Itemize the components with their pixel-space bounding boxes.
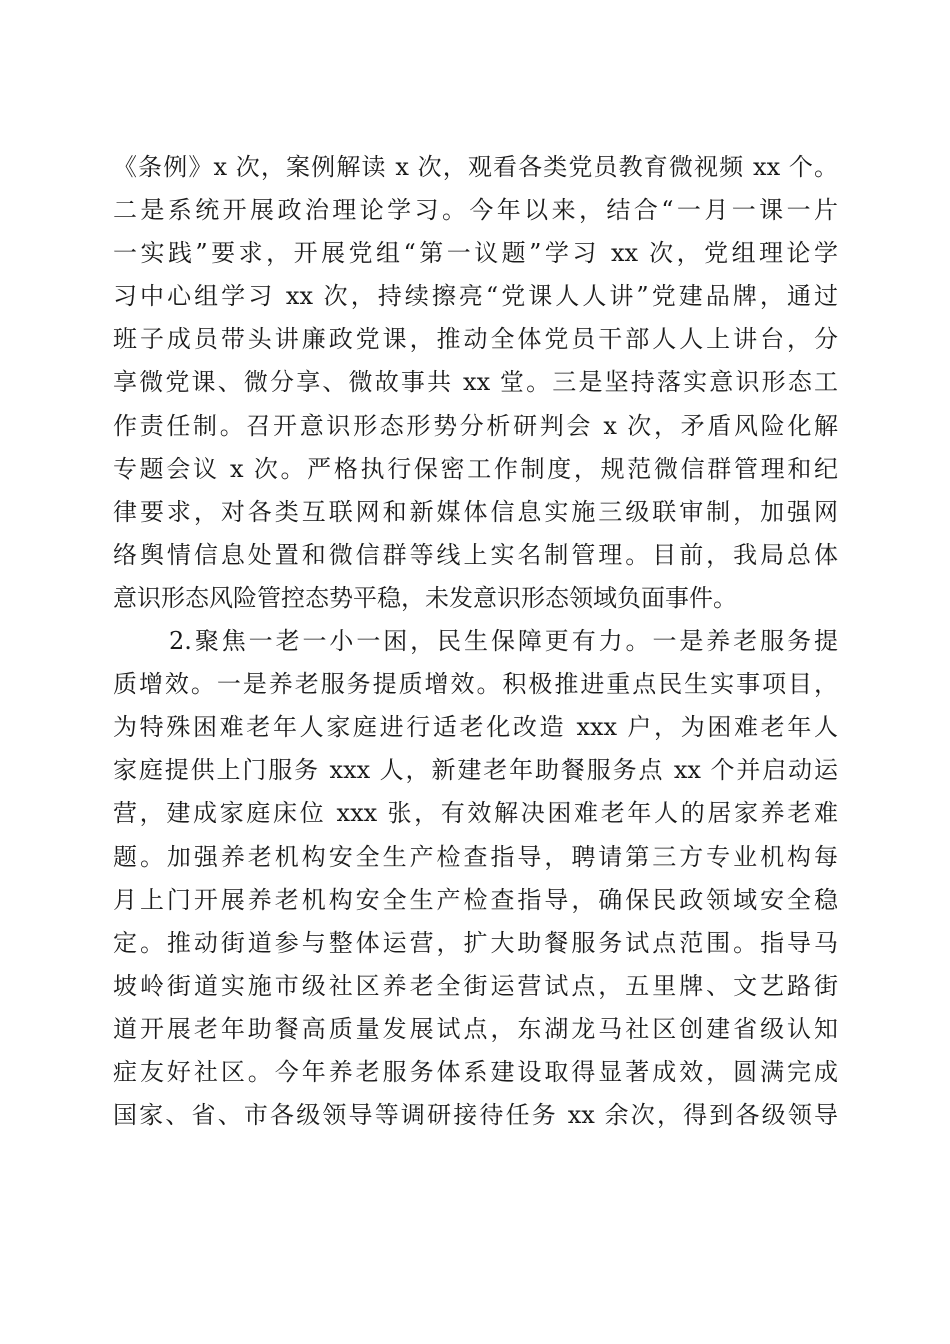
text-line: 律要求，对各类互联网和新媒体信息实施三级联审制，加强网 bbox=[113, 497, 838, 526]
text-line: 专题会议 x 次。严格执行保密工作制度，规范微信群管理和纪 bbox=[113, 454, 838, 483]
text-line: 定。推动街道参与整体运营，扩大助餐服务试点范围。指导马 bbox=[113, 928, 838, 957]
text-line: 一实践”要求，开展党组“第一议题”学习 xx 次，党组理论学 bbox=[113, 239, 838, 268]
paragraph-first-line: 2.聚焦一老一小一困，民生保障更有力。一是养老服务提 bbox=[169, 627, 838, 656]
text-line: 为特殊困难老年人家庭进行适老化改造 xxx 户，为困难老年人 bbox=[113, 713, 838, 742]
text-line: 症友好社区。今年养老服务体系建设取得显著成效，圆满完成 bbox=[113, 1057, 838, 1086]
text-line: 月上门开展养老机构安全生产检查指导，确保民政领域安全稳 bbox=[113, 885, 838, 914]
text-line: 络舆情信息处置和微信群等线上实名制管理。目前，我局总体 bbox=[113, 540, 838, 569]
text-line: 家庭提供上门服务 xxx 人，新建老年助餐服务点 xx 个并启动运 bbox=[113, 756, 838, 785]
text-line: 班子成员带头讲廉政党课，推动全体党员干部人人上讲台，分 bbox=[113, 325, 838, 354]
text-line: 质增效。一是养老服务提质增效。积极推进重点民生实事项目， bbox=[113, 670, 838, 699]
text-line: 坡岭街道实施市级社区养老全街运营试点，五里牌、文艺路街 bbox=[113, 971, 838, 1000]
text-line: 习中心组学习 xx 次，持续擦亮“党课人人讲”党建品牌，通过 bbox=[113, 282, 838, 311]
paragraph-last-line: 意识形态风险管控态势平稳，未发意识形态领域负面事件。 bbox=[113, 583, 737, 612]
text-line: 题。加强养老机构安全生产检查指导，聘请第三方专业机构每 bbox=[113, 842, 838, 871]
text-line: 二是系统开展政治理论学习。今年以来，结合“一月一课一片 bbox=[113, 196, 838, 225]
body-text bbox=[113, 146, 838, 1137]
text-line: 营，建成家庭床位 xxx 张，有效解决困难老年人的居家养老难 bbox=[113, 799, 838, 828]
text-line: 享微党课、微分享、微故事共 xx 堂。三是坚持落实意识形态工 bbox=[113, 368, 838, 397]
text-line: 道开展老年助餐高质量发展试点，东湖龙马社区创建省级认知 bbox=[113, 1014, 838, 1043]
text-line: 作责任制。召开意识形态形势分析研判会 x 次，矛盾风险化解 bbox=[113, 411, 838, 440]
text-line: 国家、省、市各级领导等调研接待任务 xx 余次，得到各级领导 bbox=[113, 1101, 838, 1130]
text-line: 《条例》x 次，案例解读 x 次，观看各类党员教育微视频 xx 个。 bbox=[113, 153, 838, 181]
